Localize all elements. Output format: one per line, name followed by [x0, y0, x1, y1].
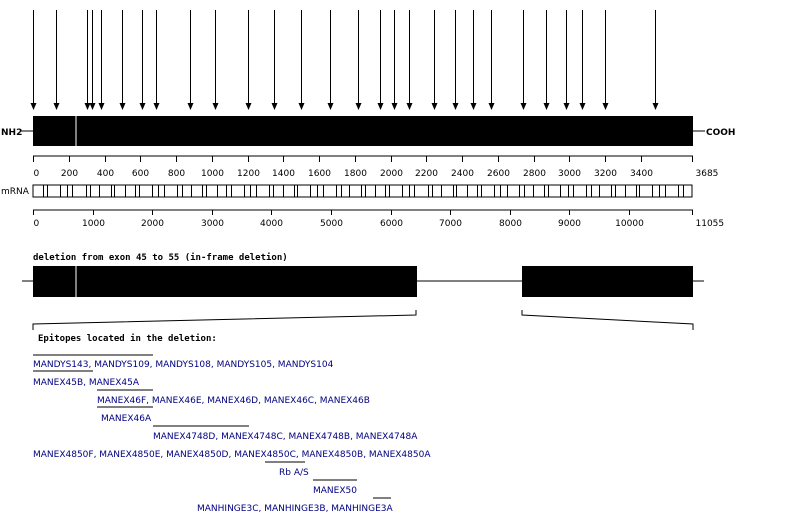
aa-tick-label: 3200: [594, 169, 617, 179]
aa-tick-label: 3400: [630, 169, 653, 179]
epitope-arrow: [154, 10, 160, 110]
zoom-bracket-left: [33, 310, 416, 330]
epitope-group-manex45: MANEX45B, MANEX45A: [33, 378, 139, 388]
mrna-label: mRNA: [1, 187, 29, 197]
aa-tick-label: 1200: [237, 169, 260, 179]
epitope-arrow: [54, 10, 60, 110]
epitope-arrow: [140, 10, 146, 110]
aa-tick-label: 600: [131, 169, 150, 179]
amino-acid-axis: [33, 156, 718, 179]
nt-tick-label: 10000: [615, 219, 644, 229]
aa-tick-label: 3685: [695, 169, 719, 179]
epitope-arrow: [246, 10, 252, 110]
nt-tick-label: 4000: [260, 219, 283, 229]
epitope-group-manex46a: MANEX46A: [101, 414, 152, 424]
epitope-arrow: [603, 10, 609, 110]
epitope-arrow: [564, 10, 570, 110]
epitope-group-manex4748: MANEX4748D, MANEX4748C, MANEX4748B, MANEX4748A: [153, 432, 418, 442]
aa-tick-label: 2200: [415, 169, 438, 179]
aa-tick-label: 800: [167, 169, 186, 179]
aa-tick-label: 2600: [487, 169, 510, 179]
nt-tick-label: 9000: [558, 219, 581, 229]
epitope-arrow: [453, 10, 459, 110]
epitope-arrows: [31, 10, 659, 110]
epitope-arrow: [85, 10, 91, 110]
epitope-group-manex50: MANEX50: [313, 486, 357, 496]
nt-tick-label: 0: [33, 219, 40, 229]
nt-tick-label: 6000: [380, 219, 403, 229]
n-terminus-label: NH2: [1, 128, 23, 138]
epitope-arrow: [653, 10, 659, 110]
epitope-arrow: [580, 10, 586, 110]
epitope-arrow: [489, 10, 495, 110]
epitope-group-manex46: MANEX46F, MANEX46E, MANEX46D, MANEX46C, MANEX46B: [97, 396, 370, 406]
aa-tick-label: 1400: [272, 169, 295, 179]
epitope-group-manex4850: MANEX4850F, MANEX4850E, MANEX4850D, MANEX4850C, MANEX4850B, MANEX4850A: [33, 450, 431, 460]
epitope-arrow: [356, 10, 362, 110]
c-terminus-label: COOH: [706, 128, 736, 138]
epitope-arrow: [188, 10, 194, 110]
nt-tick-label: 11055: [695, 219, 725, 229]
epitope-group-rb: Rb A/S: [279, 468, 309, 478]
aa-tick-label: 200: [60, 169, 79, 179]
aa-tick-label: 2400: [451, 169, 474, 179]
epitope-arrow: [120, 10, 126, 110]
aa-tick-label: 0: [33, 169, 40, 179]
aa-tick-label: 1000: [201, 169, 224, 179]
deletion-bar-right: [522, 266, 693, 297]
protein-bar: [33, 116, 693, 146]
epitope-group-mandys: MANDYS143, MANDYS109, MANDYS108, MANDYS105, MANDYS104: [33, 360, 334, 370]
aa-tick-label: 2000: [380, 169, 403, 179]
deletion-title: deletion from exon 45 to 55 (in-frame deletion): [33, 253, 288, 263]
epitope-arrow: [521, 10, 527, 110]
epitope-arrow: [99, 10, 105, 110]
epitope-arrow: [378, 10, 384, 110]
deletion-bar-left: [33, 266, 417, 297]
nt-tick-label: 7000: [439, 219, 462, 229]
epitope-arrow: [471, 10, 477, 110]
epitope-arrow: [213, 10, 219, 110]
nt-tick-label: 5000: [320, 219, 343, 229]
nucleotide-axis: [33, 210, 724, 229]
zoom-bracket-right: [522, 310, 693, 330]
epitope-arrow: [432, 10, 438, 110]
nt-tick-label: 8000: [499, 219, 522, 229]
epitope-arrow: [544, 10, 550, 110]
nt-tick-label: 3000: [201, 219, 224, 229]
aa-tick-label: 1600: [308, 169, 331, 179]
nt-tick-label: 2000: [141, 219, 164, 229]
aa-tick-label: 3000: [558, 169, 581, 179]
mrna-bar: [33, 185, 692, 197]
epitope-group-manhinge3: MANHINGE3C, MANHINGE3B, MANHINGE3A: [197, 504, 393, 513]
epitope-arrow: [392, 10, 398, 110]
epitope-arrow: [272, 10, 278, 110]
nt-tick-label: 1000: [82, 219, 105, 229]
epitopes-heading: Epitopes located in the deletion:: [38, 334, 217, 344]
epitope-arrow: [407, 10, 413, 110]
epitope-arrow: [90, 10, 96, 110]
epitope-arrow: [299, 10, 305, 110]
aa-tick-label: 1800: [344, 169, 367, 179]
aa-tick-label: 400: [96, 169, 115, 179]
epitope-arrow: [328, 10, 334, 110]
aa-tick-label: 2800: [523, 169, 546, 179]
epitope-arrow: [31, 10, 37, 110]
epitope-rules: [33, 355, 391, 498]
